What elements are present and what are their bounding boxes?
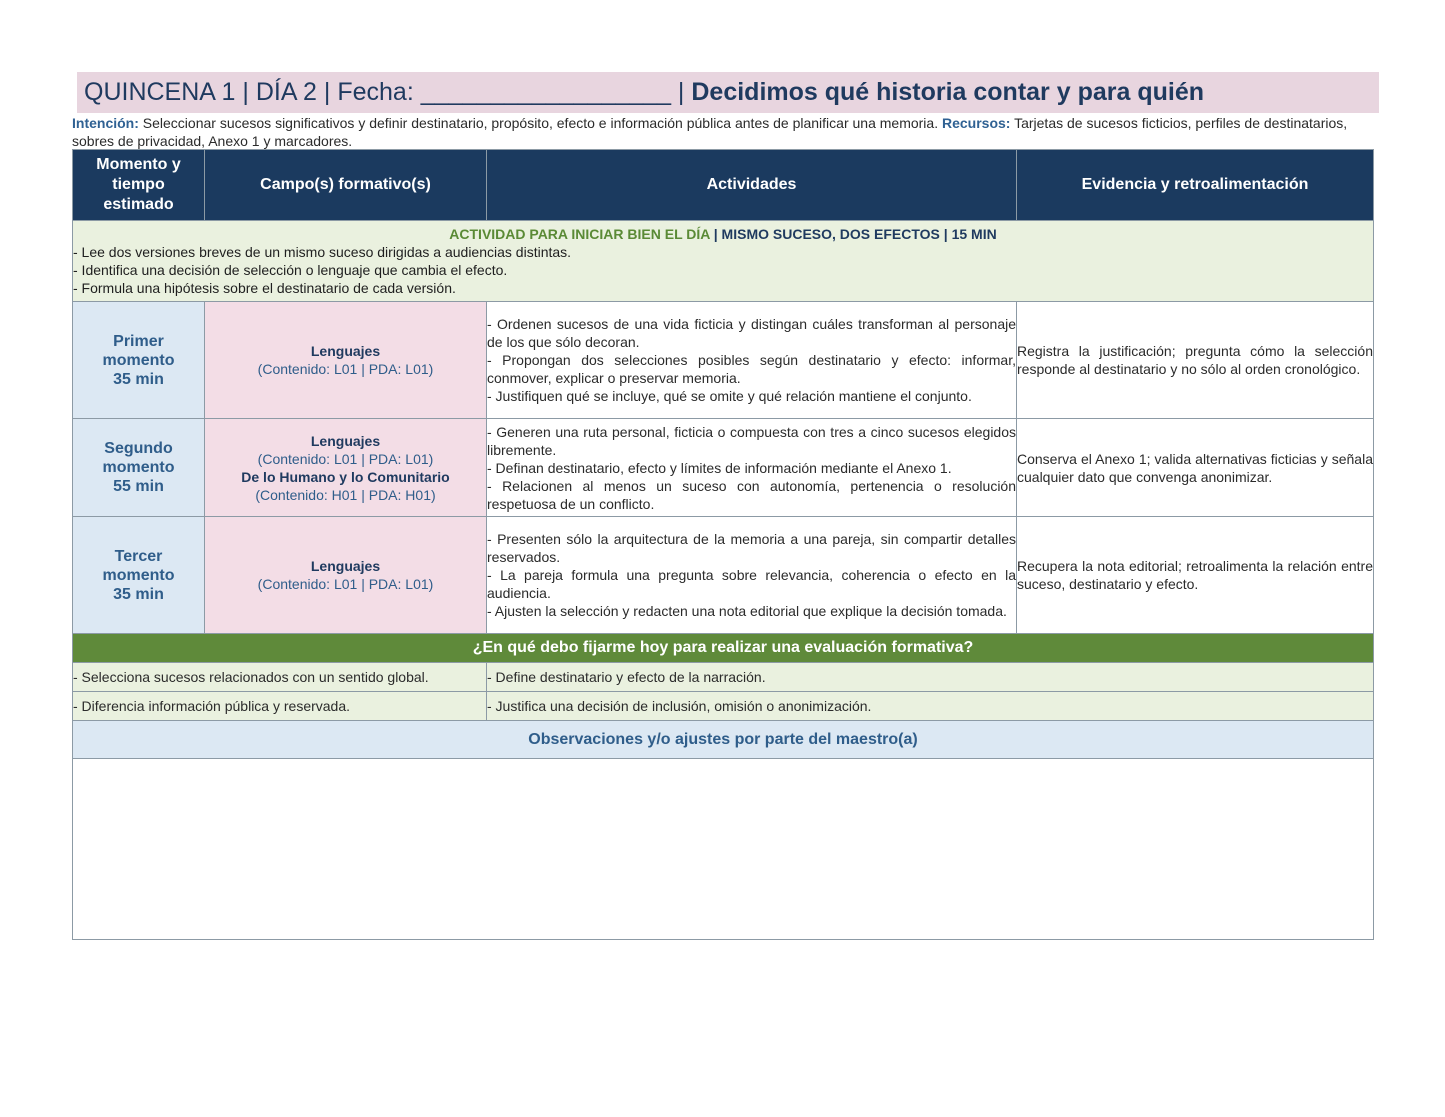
moment-cell: Primer momento 35 min <box>73 302 205 419</box>
evaluation-item: - Justifica una decisión de inclusión, omisión o anonimización. <box>487 692 1374 721</box>
evidence-cell: Conserva el Anexo 1; valida alternativas ficticias y señala cualquier dato que convenga anonimizar. <box>1017 419 1374 517</box>
evidence-cell: Recupera la nota editorial; retroalimenta la relación entre suceso, destinatario y efecto. <box>1017 517 1374 634</box>
page-title <box>77 72 1379 113</box>
campo-cell: Lenguajes (Contenido: L01 | PDA: L01) <box>205 517 487 634</box>
evidence-cell: Registra la justificación; pregunta cómo la selección responde al destinatario y no sólo al orden cronológico. <box>1017 302 1374 419</box>
evaluation-item: - Selecciona sucesos relacionados con un sentido global. <box>73 663 487 692</box>
evaluation-item: - Diferencia información pública y reservada. <box>73 692 487 721</box>
evaluation-row <box>73 663 1374 692</box>
title-prefix: QUINCENA 1 | DÍA 2 | Fecha: __________________ | <box>84 78 692 106</box>
resources-label: Recursos: <box>941 115 1011 131</box>
resources-text: Tarjetas de sucesos ficticios, perfiles de destinatarios, sobres de privacidad, Anexo 1 y marcadores. <box>72 115 1348 149</box>
table-row <box>73 302 1374 419</box>
table-header-row <box>73 150 1374 221</box>
start-activity-cell <box>73 221 1374 302</box>
start-line: - Formula una hipótesis sobre el destinatario de cada versión. <box>73 280 456 296</box>
start-activity-row <box>73 221 1374 302</box>
observations-header: Observaciones y/o ajustes por parte del maestro(a) <box>73 721 1374 759</box>
moment-cell: Tercer momento 35 min <box>73 517 205 634</box>
campo-cell: Lenguajes (Contenido: L01 | PDA: L01) De lo Humano y lo Comunitario (Contenido: H01 | PDA: H01) <box>205 419 487 517</box>
plan-table <box>72 149 1374 940</box>
observations-field[interactable] <box>73 759 1374 940</box>
evaluation-header-row <box>73 634 1374 663</box>
evaluation-row <box>73 692 1374 721</box>
table-row <box>73 517 1374 634</box>
observations-row <box>73 759 1374 940</box>
campo-cell: Lenguajes (Contenido: L01 | PDA: L01) <box>205 302 487 419</box>
header-activities: Actividades <box>487 150 1017 221</box>
evaluation-header: ¿En qué debo fijarme hoy para realizar una evaluación formativa? <box>73 634 1374 663</box>
intent-label: Intención: <box>72 115 139 131</box>
table-row <box>73 419 1374 517</box>
evaluation-item: - Define destinatario y efecto de la narración. <box>487 663 1374 692</box>
activities-cell: - Generen una ruta personal, ficticia o compuesta con tres a cinco sucesos elegidos libremente. - Definan destinatario, efecto y límites de información mediante el Anexo 1. - Relacionen al menos un suceso con autonomía, pertenencia o resolución respetuosa de un conflicto. <box>487 419 1017 517</box>
title-topic: Decidimos qué historia contar y para quién <box>691 78 1204 106</box>
moment-cell: Segundo momento 55 min <box>73 419 205 517</box>
intent-paragraph <box>72 114 1372 150</box>
activities-cell: - Ordenen sucesos de una vida ficticia y distingan cuáles transforman al personaje de los que sólo decoran. - Propongan dos selecciones posibles según destinatario y efecto: informar, conmover, explicar o preservar memoria. - Justifiquen qué se incluye, qué se omite y qué relación mantiene el conjunto. <box>487 302 1017 419</box>
header-campo: Campo(s) formativo(s) <box>205 150 487 221</box>
start-line: - Lee dos versiones breves de un mismo suceso dirigidas a audiencias distintas. <box>73 244 572 260</box>
header-evidence: Evidencia y retroalimentación <box>1017 150 1374 221</box>
observations-header-row <box>73 721 1374 759</box>
start-activity-title: ACTIVIDAD PARA INICIAR BIEN EL DÍA | MISMO SUCESO, DOS EFECTOS | 15 MIN <box>449 226 997 242</box>
header-moment: Momento y tiempo estimado <box>73 150 205 221</box>
intent-text: Seleccionar sucesos significativos y definir destinatario, propósito, efecto e información pública antes de planificar una memoria. <box>138 115 942 131</box>
start-line: - Identifica una decisión de selección o lenguaje que cambia el efecto. <box>73 262 508 278</box>
activities-cell: - Presenten sólo la arquitectura de la memoria a una pareja, sin compartir detalles reservados. - La pareja formula una pregunta sobre relevancia, coherencia o efecto en la audiencia. - Ajusten la selección y redacten una nota editorial que explique la decisión tomada. <box>487 517 1017 634</box>
